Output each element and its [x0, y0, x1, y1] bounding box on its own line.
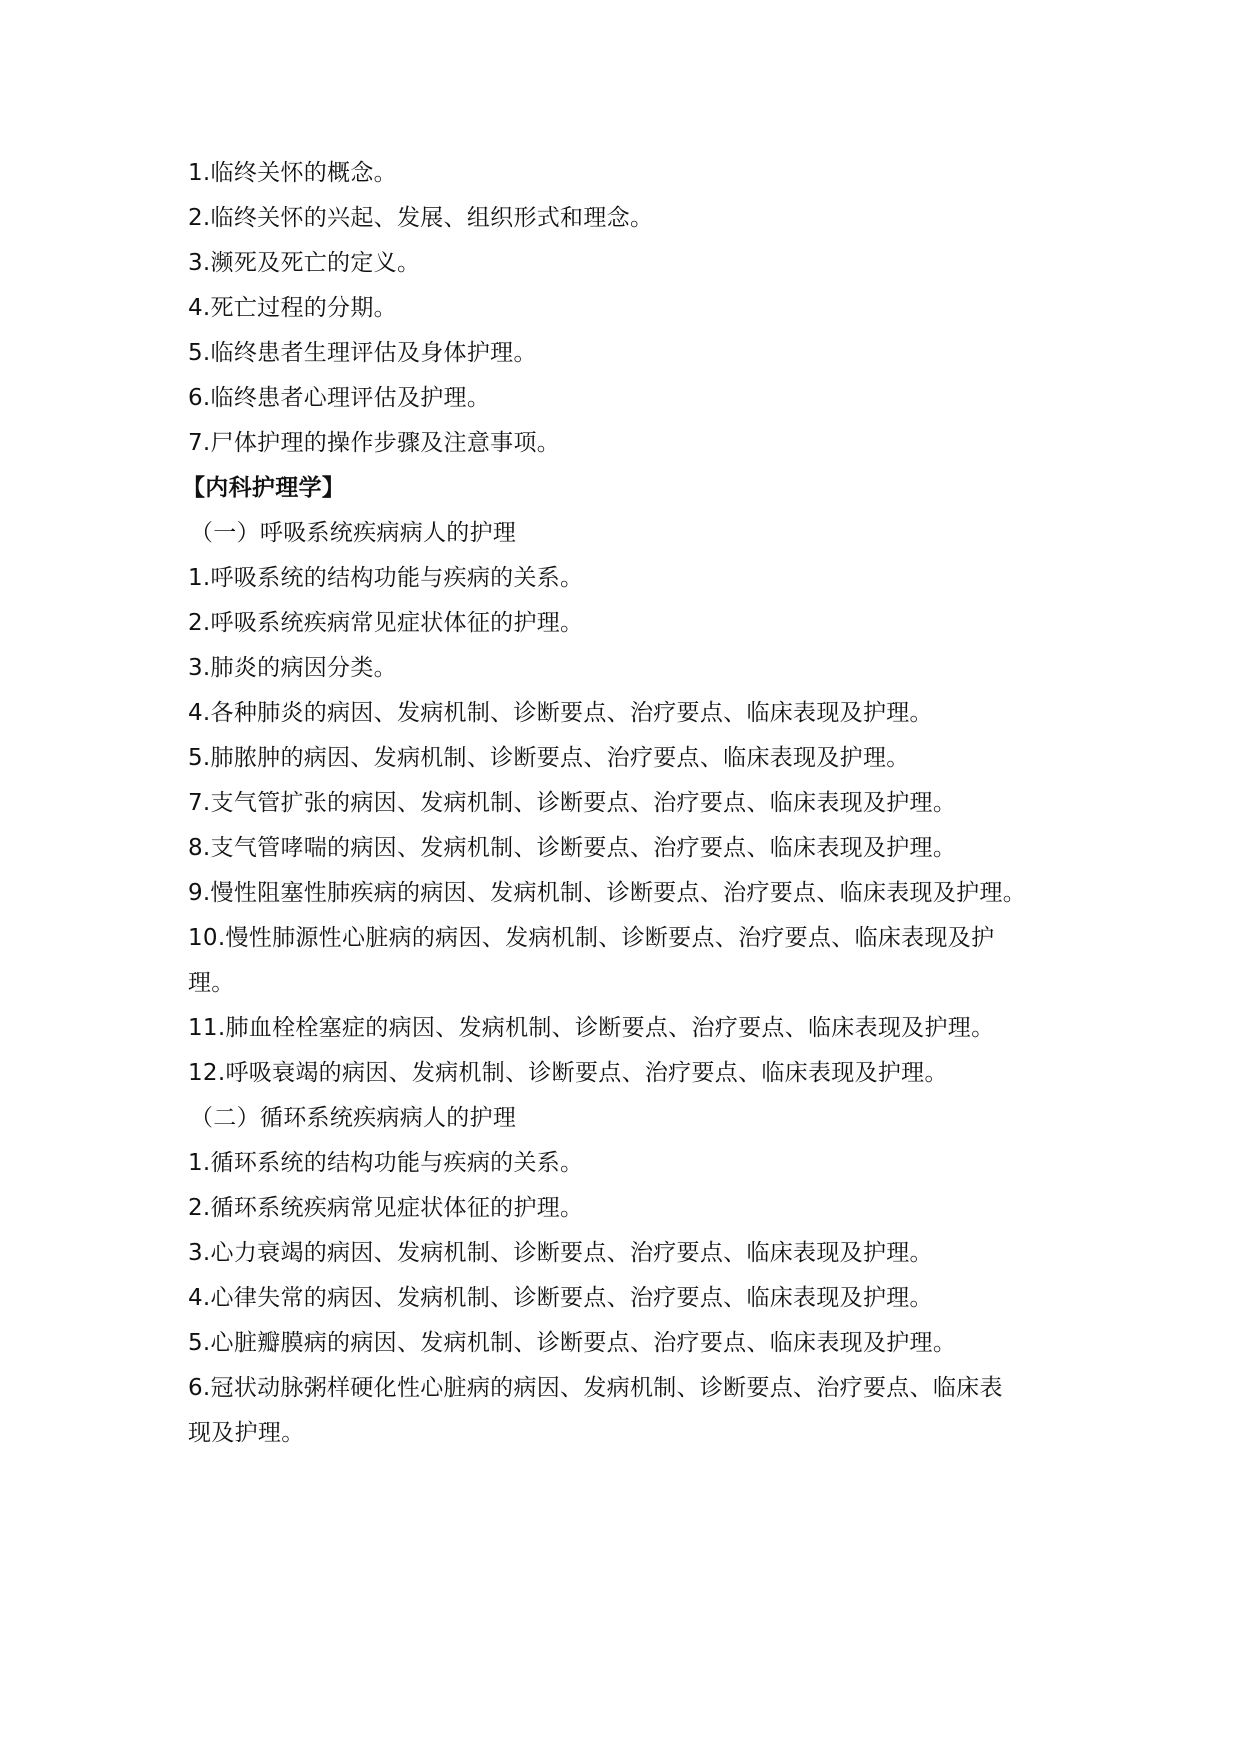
list-item: 8.支气管哮喘的病因、发病机制、诊断要点、治疗要点、临床表现及护理。 [188, 835, 957, 861]
list-item: 5.临终患者生理评估及身体护理。 [188, 340, 537, 366]
list-item: 1.临终关怀的概念。 [188, 160, 397, 186]
list-item: 9.慢性阻塞性肺疾病的病因、发病机制、诊断要点、治疗要点、临床表现及护理。 [188, 880, 1027, 906]
list-item: 10.慢性肺源性心脏病的病因、发病机制、诊断要点、治疗要点、临床表现及护 [188, 925, 995, 951]
list-item: 6.临终患者心理评估及护理。 [188, 385, 491, 411]
list-item: 3.心力衰竭的病因、发病机制、诊断要点、治疗要点、临床表现及护理。 [188, 1240, 933, 1266]
subsection-title-circulatory: （二）循环系统疾病病人的护理 [190, 1105, 517, 1131]
subsection-title-respiratory: （一）呼吸系统疾病病人的护理 [190, 520, 517, 546]
section-heading: 【内科护理学】 [182, 475, 346, 501]
list-item: 6.冠状动脉粥样硬化性心脏病的病因、发病机制、诊断要点、治疗要点、临床表 [188, 1375, 1003, 1401]
list-item: 1.呼吸系统的结构功能与疾病的关系。 [188, 565, 584, 591]
list-item-continuation: 理。 [188, 970, 235, 996]
list-item: 4.死亡过程的分期。 [188, 295, 397, 321]
list-item: 4.各种肺炎的病因、发病机制、诊断要点、治疗要点、临床表现及护理。 [188, 700, 933, 726]
list-item: 3.濒死及死亡的定义。 [188, 250, 421, 276]
list-item: 4.心律失常的病因、发病机制、诊断要点、治疗要点、临床表现及护理。 [188, 1285, 933, 1311]
list-item: 7.支气管扩张的病因、发病机制、诊断要点、治疗要点、临床表现及护理。 [188, 790, 957, 816]
list-item: 2.循环系统疾病常见症状体征的护理。 [188, 1195, 584, 1221]
list-item: 3.肺炎的病因分类。 [188, 655, 397, 681]
list-item: 2.临终关怀的兴起、发展、组织形式和理念。 [188, 205, 654, 231]
list-item: 1.循环系统的结构功能与疾病的关系。 [188, 1150, 584, 1176]
list-item: 5.心脏瓣膜病的病因、发病机制、诊断要点、治疗要点、临床表现及护理。 [188, 1330, 957, 1356]
list-item: 12.呼吸衰竭的病因、发病机制、诊断要点、治疗要点、临床表现及护理。 [188, 1060, 948, 1086]
list-item: 7.尸体护理的操作步骤及注意事项。 [188, 430, 561, 456]
list-item-continuation: 现及护理。 [188, 1420, 305, 1446]
list-item: 5.肺脓肿的病因、发病机制、诊断要点、治疗要点、临床表现及护理。 [188, 745, 910, 771]
list-item: 11.肺血栓栓塞症的病因、发病机制、诊断要点、治疗要点、临床表现及护理。 [188, 1015, 995, 1041]
list-item: 2.呼吸系统疾病常见症状体征的护理。 [188, 610, 584, 636]
